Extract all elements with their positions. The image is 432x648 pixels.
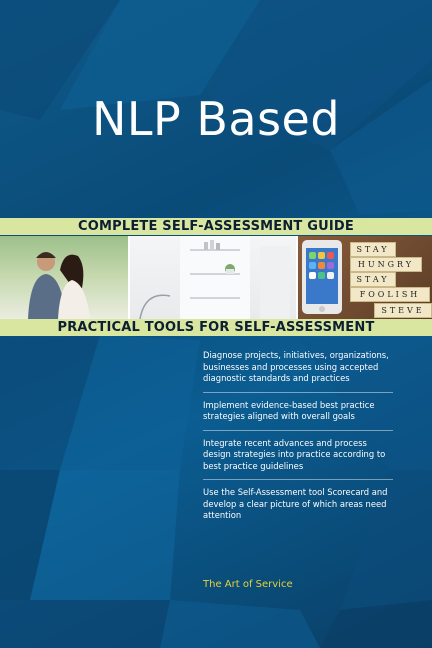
tile-word-1: STAY <box>350 242 396 257</box>
tile-word-4: FOOLISH <box>350 287 430 302</box>
benefit-item: Use the Self-Assessment tool Scorecard and develop a clear picture of which areas need attention <box>203 487 388 520</box>
benefit-item: Integrate recent advances and process design strategies into practice according to best practice guidelines <box>203 438 393 481</box>
benefit-item: Implement evidence-based best practice strategies aligned with overall goals <box>203 400 393 431</box>
tile-word-5: STEVE <box>374 303 432 318</box>
interior-photo <box>130 236 296 319</box>
book-title: NLP Based <box>91 92 341 146</box>
tools-band: PRACTICAL TOOLS FOR SELF-ASSESSMENT <box>0 319 432 336</box>
tile-word-3: STAY <box>350 272 396 287</box>
publisher-brand: The Art of Service <box>203 579 293 590</box>
benefit-list <box>203 350 393 536</box>
guide-type-band: COMPLETE SELF-ASSESSMENT GUIDE <box>0 218 432 235</box>
benefit-item: Diagnose projects, initiatives, organizations, businesses and processes using accepted diagnostic standards and practices <box>203 350 393 393</box>
word-tiles-photo <box>298 236 432 319</box>
tile-word-2: HUNGRY <box>350 257 422 272</box>
couple-photo <box>0 236 128 319</box>
photo-strip <box>0 236 432 319</box>
